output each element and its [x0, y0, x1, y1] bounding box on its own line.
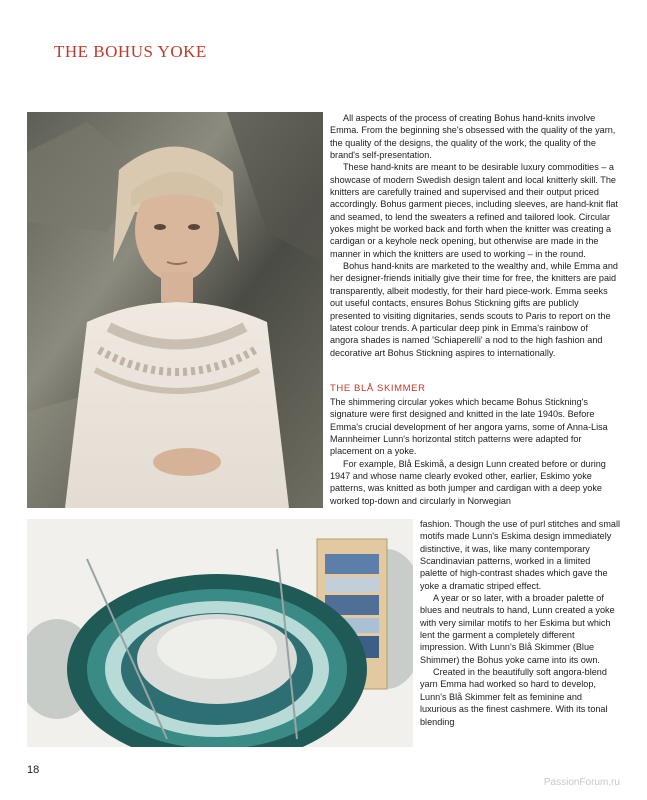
- subheading: THE BLÅ SKIMMER: [330, 383, 426, 394]
- paragraph: fashion. Though the use of purl stitches and small motifs made Lunn's Eskima design immediately distinctive, it was, like many contemporary Scandinavian patterns, worked in a limited palette of high-contrast shades which gave the yoke a dramatic striped effect.: [420, 519, 621, 591]
- section-title: THE BOHUS YOKE: [54, 42, 207, 61]
- portrait-photo: [27, 112, 323, 508]
- body-text-middle: [330, 396, 618, 507]
- body-text-top: [330, 112, 618, 359]
- paragraph: The shimmering circular yokes which became Bohus Stickning's signature were first designed and knitted in the late 1940s. Before Emma's crucial development of her angora yarns, some of Anna-Lisa Mannheimer Lunn's horizontal stitch patterns were adapted for placement on a yoke.: [330, 397, 608, 457]
- paragraph: Created in the beautifully soft angora-blend yarn Emma had worked so hard to develop, Lunn's Blå Skimmer felt as feminine and luxurious as the finest cashmere. With its tonal blending: [420, 667, 608, 727]
- body-text-lower: [420, 518, 620, 728]
- watermark: PassionForum.ru: [543, 777, 620, 788]
- paragraph: All aspects of the process of creating Bohus hand-knits involve Emma. From the beginning she's obsessed with the quality of the yarn, the quality of the designs, the quality of the work, the quality of the brand's self-presentation.: [330, 113, 616, 161]
- page-number: 18: [27, 764, 40, 776]
- paragraph: Bohus hand-knits are marketed to the wealthy and, while Emma and her designer-friends initially give their time for free, the knitters are paid transparently, albeit modestly, for their hard piece-work. Emma seeks out useful contacts, ensures Bohus Stickning gifts are publicly presented to visiting dignitaries, sends scouts to Paris to report on the latest colour trends. A particular deep pink in Emma's rainbow of angora shades is named 'Schiaperelli' a nod to the high fashion and decorative art Bohus Stickning aspires to internationally.: [330, 261, 618, 358]
- paragraph: A year or so later, with a broader palette of blues and neutrals to hand, Lunn created a yoke with very similar motifs to her Eskima but which lent the garment a completely different impression. With Lunn's Blå Skimmer (Blue Shimmer) the Bohus yoke came into its own.: [420, 593, 615, 665]
- knitting-photo: [27, 519, 413, 747]
- paragraph: These hand-knits are meant to be desirable luxury commodities – a showcase of modern Swedish design talent and local knitterly skill. The knitters are carefully trained and supervised and their output priced accordingly. Bohus garment pieces, including sleeves, are hand-knit flat and seamed, to lend the sweaters a refined and tailored look. Circular yokes might be worked back and forth when the knitter was creating a cardigan or a keyhole neck opening, but otherwise are made in the manner in which the knitters are used to working – in the round.: [330, 162, 618, 259]
- paragraph: For example, Blå Eskimå, a design Lunn created before or during 1947 and whose name clearly evoked other, earlier, Eskimo yoke patterns, was knitted as both jumper and cardigan with a deep yoke worked top-down and circularly in Norwegian: [330, 458, 606, 506]
